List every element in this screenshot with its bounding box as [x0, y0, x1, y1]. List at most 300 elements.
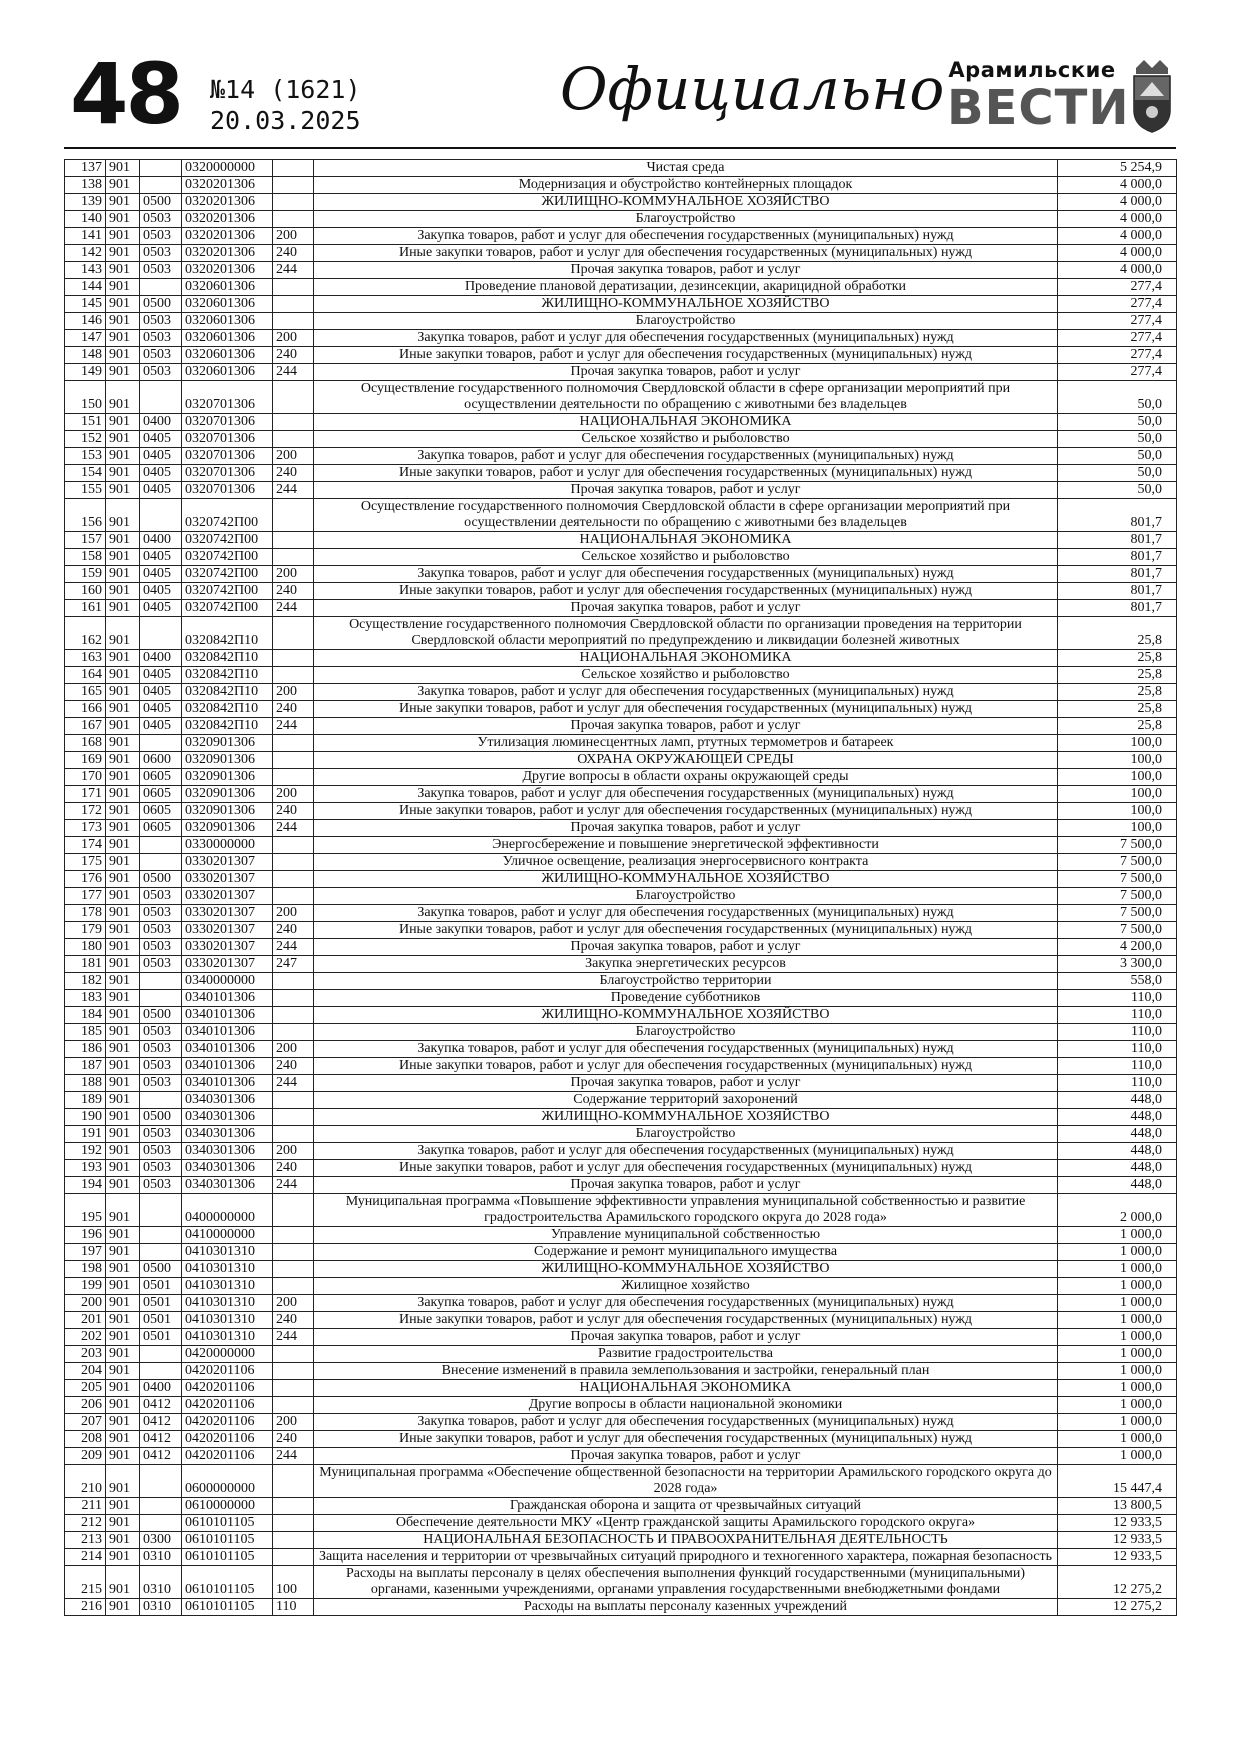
section-code-cell: 0310: [140, 1549, 182, 1566]
section-code-cell: 0503: [140, 245, 182, 262]
section-code-cell: 0500: [140, 1261, 182, 1278]
expense-type-cell: 240: [273, 922, 314, 939]
expense-type-cell: [273, 1126, 314, 1143]
section-code-cell: 0503: [140, 313, 182, 330]
amount-cell: 12 933,5: [1058, 1549, 1177, 1566]
table-row: [65, 1295, 1177, 1312]
amount-cell: 1 000,0: [1058, 1380, 1177, 1397]
row-number-cell: 155: [65, 482, 106, 499]
grbs-code-cell: 901: [106, 532, 140, 549]
amount-cell: 2 000,0: [1058, 1194, 1177, 1227]
section-title: Официально: [560, 55, 945, 123]
section-code-cell: [140, 177, 182, 194]
table-row: [65, 617, 1177, 650]
expense-type-cell: 240: [273, 701, 314, 718]
section-code-cell: 0503: [140, 1126, 182, 1143]
section-code-cell: [140, 617, 182, 650]
expense-type-cell: [273, 752, 314, 769]
name-cell: Иные закупки товаров, работ и услуг для обеспечения государственных (муниципальных) нужд: [314, 803, 1058, 820]
header-divider: [64, 147, 1176, 149]
amount-cell: 277,4: [1058, 330, 1177, 347]
name-cell: Прочая закупка товаров, работ и услуг: [314, 718, 1058, 735]
target-article-cell: 0320601306: [182, 313, 273, 330]
grbs-code-cell: 901: [106, 1363, 140, 1380]
section-code-cell: 0503: [140, 956, 182, 973]
amount-cell: 100,0: [1058, 803, 1177, 820]
amount-cell: 1 000,0: [1058, 1295, 1177, 1312]
grbs-code-cell: 901: [106, 752, 140, 769]
grbs-code-cell: 901: [106, 956, 140, 973]
section-code-cell: 0300: [140, 1532, 182, 1549]
target-article-cell: 0610101105: [182, 1599, 273, 1616]
grbs-code-cell: 901: [106, 1599, 140, 1616]
row-number-cell: 170: [65, 769, 106, 786]
section-code-cell: 0501: [140, 1329, 182, 1346]
amount-cell: 1 000,0: [1058, 1244, 1177, 1261]
expense-type-cell: 200: [273, 448, 314, 465]
section-code-cell: 0405: [140, 448, 182, 465]
amount-cell: 1 000,0: [1058, 1346, 1177, 1363]
table-row: [65, 701, 1177, 718]
row-number-cell: 154: [65, 465, 106, 482]
grbs-code-cell: 901: [106, 381, 140, 414]
name-cell: Содержание и ремонт муниципального имущества: [314, 1244, 1058, 1261]
budget-table: [64, 159, 1177, 1616]
row-number-cell: 161: [65, 600, 106, 617]
target-article-cell: 0410301310: [182, 1244, 273, 1261]
expense-type-cell: [273, 532, 314, 549]
grbs-code-cell: 901: [106, 566, 140, 583]
name-cell: Чистая среда: [314, 160, 1058, 177]
grbs-code-cell: 901: [106, 973, 140, 990]
row-number-cell: 157: [65, 532, 106, 549]
grbs-code-cell: 901: [106, 786, 140, 803]
expense-type-cell: 200: [273, 566, 314, 583]
amount-cell: 25,8: [1058, 684, 1177, 701]
target-article-cell: 0320742П00: [182, 532, 273, 549]
section-code-cell: 0405: [140, 583, 182, 600]
expense-type-cell: [273, 1244, 314, 1261]
row-number-cell: 153: [65, 448, 106, 465]
grbs-code-cell: 901: [106, 499, 140, 532]
grbs-code-cell: 901: [106, 1431, 140, 1448]
grbs-code-cell: 901: [106, 583, 140, 600]
table-row: [65, 177, 1177, 194]
grbs-code-cell: 901: [106, 1261, 140, 1278]
grbs-code-cell: 901: [106, 1058, 140, 1075]
section-code-cell: 0605: [140, 786, 182, 803]
name-cell: ЖИЛИЩНО-КОММУНАЛЬНОЕ ХОЗЯЙСТВО: [314, 871, 1058, 888]
amount-cell: 277,4: [1058, 347, 1177, 364]
row-number-cell: 158: [65, 549, 106, 566]
expense-type-cell: [273, 160, 314, 177]
row-number-cell: 167: [65, 718, 106, 735]
name-cell: Утилизация люминесцентных ламп, ртутных термометров и батареек: [314, 735, 1058, 752]
row-number-cell: 187: [65, 1058, 106, 1075]
row-number-cell: 182: [65, 973, 106, 990]
amount-cell: 100,0: [1058, 769, 1177, 786]
amount-cell: 7 500,0: [1058, 922, 1177, 939]
amount-cell: 3 300,0: [1058, 956, 1177, 973]
target-article-cell: 0340101306: [182, 1058, 273, 1075]
section-code-cell: 0503: [140, 922, 182, 939]
row-number-cell: 209: [65, 1448, 106, 1465]
target-article-cell: 0320601306: [182, 296, 273, 313]
target-article-cell: 0320201306: [182, 262, 273, 279]
name-cell: Иные закупки товаров, работ и услуг для обеспечения государственных (муниципальных) нужд: [314, 347, 1058, 364]
amount-cell: 1 000,0: [1058, 1363, 1177, 1380]
expense-type-cell: 200: [273, 330, 314, 347]
target-article-cell: 0320901306: [182, 786, 273, 803]
amount-cell: 801,7: [1058, 549, 1177, 566]
row-number-cell: 138: [65, 177, 106, 194]
target-article-cell: 0340301306: [182, 1092, 273, 1109]
section-code-cell: 0405: [140, 549, 182, 566]
name-cell: Сельское хозяйство и рыболовство: [314, 431, 1058, 448]
section-code-cell: 0503: [140, 330, 182, 347]
amount-cell: 12 275,2: [1058, 1599, 1177, 1616]
expense-type-cell: [273, 549, 314, 566]
expense-type-cell: [273, 973, 314, 990]
table-row: [65, 262, 1177, 279]
section-code-cell: 0405: [140, 600, 182, 617]
section-code-cell: 0503: [140, 262, 182, 279]
section-code-cell: [140, 1363, 182, 1380]
name-cell: Иные закупки товаров, работ и услуг для обеспечения государственных (муниципальных) нужд: [314, 1058, 1058, 1075]
row-number-cell: 191: [65, 1126, 106, 1143]
name-cell: Закупка товаров, работ и услуг для обеспечения государственных (муниципальных) нужд: [314, 905, 1058, 922]
row-number-cell: 169: [65, 752, 106, 769]
expense-type-cell: 244: [273, 939, 314, 956]
grbs-code-cell: 901: [106, 837, 140, 854]
table-row: [65, 194, 1177, 211]
section-code-cell: [140, 381, 182, 414]
row-number-cell: 202: [65, 1329, 106, 1346]
amount-cell: 100,0: [1058, 752, 1177, 769]
expense-type-cell: 244: [273, 718, 314, 735]
table-row: [65, 414, 1177, 431]
amount-cell: 801,7: [1058, 532, 1177, 549]
table-row: [65, 1092, 1177, 1109]
section-code-cell: 0503: [140, 364, 182, 381]
target-article-cell: 0340301306: [182, 1143, 273, 1160]
name-cell: Сельское хозяйство и рыболовство: [314, 549, 1058, 566]
table-row: [65, 381, 1177, 414]
target-article-cell: 0320601306: [182, 347, 273, 364]
target-article-cell: 0340301306: [182, 1109, 273, 1126]
amount-cell: 25,8: [1058, 667, 1177, 684]
expense-type-cell: 240: [273, 1058, 314, 1075]
table-row: [65, 1515, 1177, 1532]
amount-cell: 801,7: [1058, 499, 1177, 532]
table-row: [65, 1431, 1177, 1448]
name-cell: Благоустройство: [314, 888, 1058, 905]
row-number-cell: 177: [65, 888, 106, 905]
row-number-cell: 143: [65, 262, 106, 279]
grbs-code-cell: 901: [106, 701, 140, 718]
grbs-code-cell: 901: [106, 1075, 140, 1092]
grbs-code-cell: 901: [106, 296, 140, 313]
section-code-cell: 0400: [140, 650, 182, 667]
name-cell: Сельское хозяйство и рыболовство: [314, 667, 1058, 684]
section-code-cell: [140, 1465, 182, 1498]
row-number-cell: 144: [65, 279, 106, 296]
table-row: [65, 228, 1177, 245]
row-number-cell: 192: [65, 1143, 106, 1160]
expense-type-cell: [273, 499, 314, 532]
row-number-cell: 166: [65, 701, 106, 718]
name-cell: Прочая закупка товаров, работ и услуг: [314, 482, 1058, 499]
section-code-cell: 0310: [140, 1599, 182, 1616]
section-code-cell: [140, 1244, 182, 1261]
amount-cell: 50,0: [1058, 465, 1177, 482]
amount-cell: 558,0: [1058, 973, 1177, 990]
row-number-cell: 190: [65, 1109, 106, 1126]
grbs-code-cell: 901: [106, 1227, 140, 1244]
expense-type-cell: [273, 296, 314, 313]
target-article-cell: 0320201306: [182, 245, 273, 262]
issue-info: [210, 74, 361, 136]
row-number-cell: 146: [65, 313, 106, 330]
issue-date: 20.03.2025: [210, 106, 361, 135]
table-row: [65, 1227, 1177, 1244]
amount-cell: 277,4: [1058, 364, 1177, 381]
expense-type-cell: 240: [273, 803, 314, 820]
target-article-cell: 0410301310: [182, 1261, 273, 1278]
section-code-cell: 0310: [140, 1566, 182, 1599]
expense-type-cell: 240: [273, 1312, 314, 1329]
name-cell: Обеспечение деятельности МКУ «Центр гражданской защиты Арамильского городского округа»: [314, 1515, 1058, 1532]
name-cell: Развитие градостроительства: [314, 1346, 1058, 1363]
table-row: [65, 1465, 1177, 1498]
name-cell: Другие вопросы в области охраны окружающей среды: [314, 769, 1058, 786]
section-code-cell: [140, 499, 182, 532]
name-cell: Закупка товаров, работ и услуг для обеспечения государственных (муниципальных) нужд: [314, 1414, 1058, 1431]
name-cell: Управление муниципальной собственностью: [314, 1227, 1058, 1244]
amount-cell: 448,0: [1058, 1092, 1177, 1109]
amount-cell: 1 000,0: [1058, 1312, 1177, 1329]
amount-cell: 50,0: [1058, 381, 1177, 414]
amount-cell: 448,0: [1058, 1126, 1177, 1143]
row-number-cell: 165: [65, 684, 106, 701]
expense-type-cell: 200: [273, 1143, 314, 1160]
newspaper-logo: [947, 58, 1130, 140]
grbs-code-cell: 901: [106, 735, 140, 752]
row-number-cell: 164: [65, 667, 106, 684]
grbs-code-cell: 901: [106, 431, 140, 448]
name-cell: Муниципальная программа «Повышение эффективности управления муниципальной собственностью и развитие градостроительства Арамильского городского округа до 2028 года»: [314, 1194, 1058, 1227]
grbs-code-cell: 901: [106, 820, 140, 837]
table-row: [65, 482, 1177, 499]
row-number-cell: 171: [65, 786, 106, 803]
target-article-cell: 0320842П10: [182, 650, 273, 667]
target-article-cell: 0610101105: [182, 1566, 273, 1599]
name-cell: Осуществление государственного полномочия Свердловской области по организации проведения на территории Свердловской области мероприятий по предупреждению и ликвидации болезней животных: [314, 617, 1058, 650]
row-number-cell: 137: [65, 160, 106, 177]
row-number-cell: 142: [65, 245, 106, 262]
expense-type-cell: [273, 1380, 314, 1397]
table-row: [65, 973, 1177, 990]
table-row: [65, 549, 1177, 566]
table-row: [65, 245, 1177, 262]
table-row: [65, 1566, 1177, 1599]
table-row: [65, 1194, 1177, 1227]
expense-type-cell: [273, 1109, 314, 1126]
grbs-code-cell: 901: [106, 194, 140, 211]
row-number-cell: 207: [65, 1414, 106, 1431]
table-row: [65, 1177, 1177, 1194]
target-article-cell: 0340101306: [182, 990, 273, 1007]
amount-cell: 1 000,0: [1058, 1329, 1177, 1346]
grbs-code-cell: 901: [106, 854, 140, 871]
expense-type-cell: [273, 990, 314, 1007]
row-number-cell: 172: [65, 803, 106, 820]
name-cell: Модернизация и обустройство контейнерных площадок: [314, 177, 1058, 194]
row-number-cell: 145: [65, 296, 106, 313]
target-article-cell: 0340301306: [182, 1126, 273, 1143]
table-row: [65, 956, 1177, 973]
section-code-cell: [140, 1194, 182, 1227]
grbs-code-cell: 901: [106, 347, 140, 364]
target-article-cell: 0610000000: [182, 1498, 273, 1515]
row-number-cell: 197: [65, 1244, 106, 1261]
row-number-cell: 141: [65, 228, 106, 245]
table-row: [65, 1244, 1177, 1261]
row-number-cell: 159: [65, 566, 106, 583]
name-cell: Уличное освещение, реализация энергосервисного контракта: [314, 854, 1058, 871]
row-number-cell: 211: [65, 1498, 106, 1515]
name-cell: Иные закупки товаров, работ и услуг для обеспечения государственных (муниципальных) нужд: [314, 465, 1058, 482]
target-article-cell: 0330000000: [182, 837, 273, 854]
table-row: [65, 1007, 1177, 1024]
row-number-cell: 156: [65, 499, 106, 532]
expense-type-cell: 240: [273, 465, 314, 482]
section-code-cell: 0503: [140, 1041, 182, 1058]
expense-type-cell: [273, 1007, 314, 1024]
section-code-cell: [140, 1227, 182, 1244]
target-article-cell: 0320201306: [182, 177, 273, 194]
expense-type-cell: [273, 888, 314, 905]
table-row: [65, 1278, 1177, 1295]
expense-type-cell: 200: [273, 905, 314, 922]
name-cell: Закупка товаров, работ и услуг для обеспечения государственных (муниципальных) нужд: [314, 330, 1058, 347]
table-row: [65, 939, 1177, 956]
row-number-cell: 214: [65, 1549, 106, 1566]
name-cell: Содержание территорий захоронений: [314, 1092, 1058, 1109]
section-code-cell: [140, 160, 182, 177]
name-cell: Иные закупки товаров, работ и услуг для обеспечения государственных (муниципальных) нужд: [314, 1312, 1058, 1329]
section-code-cell: [140, 854, 182, 871]
section-code-cell: [140, 1346, 182, 1363]
expense-type-cell: 240: [273, 1160, 314, 1177]
name-cell: Иные закупки товаров, работ и услуг для обеспечения государственных (муниципальных) нужд: [314, 583, 1058, 600]
expense-type-cell: [273, 854, 314, 871]
target-article-cell: 0320901306: [182, 820, 273, 837]
row-number-cell: 174: [65, 837, 106, 854]
name-cell: Закупка товаров, работ и услуг для обеспечения государственных (муниципальных) нужд: [314, 786, 1058, 803]
target-article-cell: 0320000000: [182, 160, 273, 177]
row-number-cell: 212: [65, 1515, 106, 1532]
amount-cell: 110,0: [1058, 1024, 1177, 1041]
target-article-cell: 0320842П10: [182, 684, 273, 701]
row-number-cell: 175: [65, 854, 106, 871]
amount-cell: 4 000,0: [1058, 211, 1177, 228]
amount-cell: 100,0: [1058, 820, 1177, 837]
table-row: [65, 803, 1177, 820]
table-row: [65, 1143, 1177, 1160]
name-cell: Благоустройство: [314, 1126, 1058, 1143]
name-cell: Осуществление государственного полномочия Свердловской области в сфере организации мероприятий при осуществлении деятельности по обращению с животными без владельцев: [314, 499, 1058, 532]
amount-cell: 801,7: [1058, 600, 1177, 617]
target-article-cell: 0330201307: [182, 854, 273, 871]
name-cell: НАЦИОНАЛЬНАЯ БЕЗОПАСНОСТЬ И ПРАВООХРАНИТЕЛЬНАЯ ДЕЯТЕЛЬНОСТЬ: [314, 1532, 1058, 1549]
row-number-cell: 203: [65, 1346, 106, 1363]
table-row: [65, 905, 1177, 922]
expense-type-cell: [273, 414, 314, 431]
row-number-cell: 198: [65, 1261, 106, 1278]
target-article-cell: 0340101306: [182, 1024, 273, 1041]
grbs-code-cell: 901: [106, 228, 140, 245]
target-article-cell: 0320201306: [182, 194, 273, 211]
name-cell: Иные закупки товаров, работ и услуг для обеспечения государственных (муниципальных) нужд: [314, 245, 1058, 262]
table-row: [65, 465, 1177, 482]
section-code-cell: 0405: [140, 465, 182, 482]
grbs-code-cell: 901: [106, 1465, 140, 1498]
grbs-code-cell: 901: [106, 1448, 140, 1465]
target-article-cell: 0400000000: [182, 1194, 273, 1227]
expense-type-cell: [273, 1363, 314, 1380]
target-article-cell: 0320601306: [182, 330, 273, 347]
table-row: [65, 296, 1177, 313]
amount-cell: 25,8: [1058, 617, 1177, 650]
target-article-cell: 0420201106: [182, 1380, 273, 1397]
target-article-cell: 0320701306: [182, 482, 273, 499]
target-article-cell: 0320201306: [182, 211, 273, 228]
expense-type-cell: [273, 211, 314, 228]
table-row: [65, 1329, 1177, 1346]
grbs-code-cell: 901: [106, 667, 140, 684]
table-row: [65, 448, 1177, 465]
section-code-cell: [140, 990, 182, 1007]
grbs-code-cell: 901: [106, 1498, 140, 1515]
target-article-cell: 0320701306: [182, 414, 273, 431]
name-cell: Жилищное хозяйство: [314, 1278, 1058, 1295]
section-code-cell: 0600: [140, 752, 182, 769]
row-number-cell: 186: [65, 1041, 106, 1058]
amount-cell: 448,0: [1058, 1177, 1177, 1194]
amount-cell: 448,0: [1058, 1143, 1177, 1160]
row-number-cell: 195: [65, 1194, 106, 1227]
section-code-cell: 0500: [140, 1109, 182, 1126]
amount-cell: 110,0: [1058, 1058, 1177, 1075]
target-article-cell: 0340301306: [182, 1177, 273, 1194]
expense-type-cell: [273, 1227, 314, 1244]
grbs-code-cell: 901: [106, 465, 140, 482]
section-code-cell: 0503: [140, 905, 182, 922]
table-row: [65, 786, 1177, 803]
name-cell: Иные закупки товаров, работ и услуг для обеспечения государственных (муниципальных) нужд: [314, 922, 1058, 939]
expense-type-cell: [273, 1465, 314, 1498]
amount-cell: 1 000,0: [1058, 1431, 1177, 1448]
table-row: [65, 871, 1177, 888]
table-row: [65, 1126, 1177, 1143]
section-code-cell: 0605: [140, 769, 182, 786]
row-number-cell: 162: [65, 617, 106, 650]
expense-type-cell: [273, 617, 314, 650]
target-article-cell: 0320742П00: [182, 583, 273, 600]
amount-cell: 801,7: [1058, 583, 1177, 600]
name-cell: Расходы на выплаты персоналу казенных учреждений: [314, 1599, 1058, 1616]
